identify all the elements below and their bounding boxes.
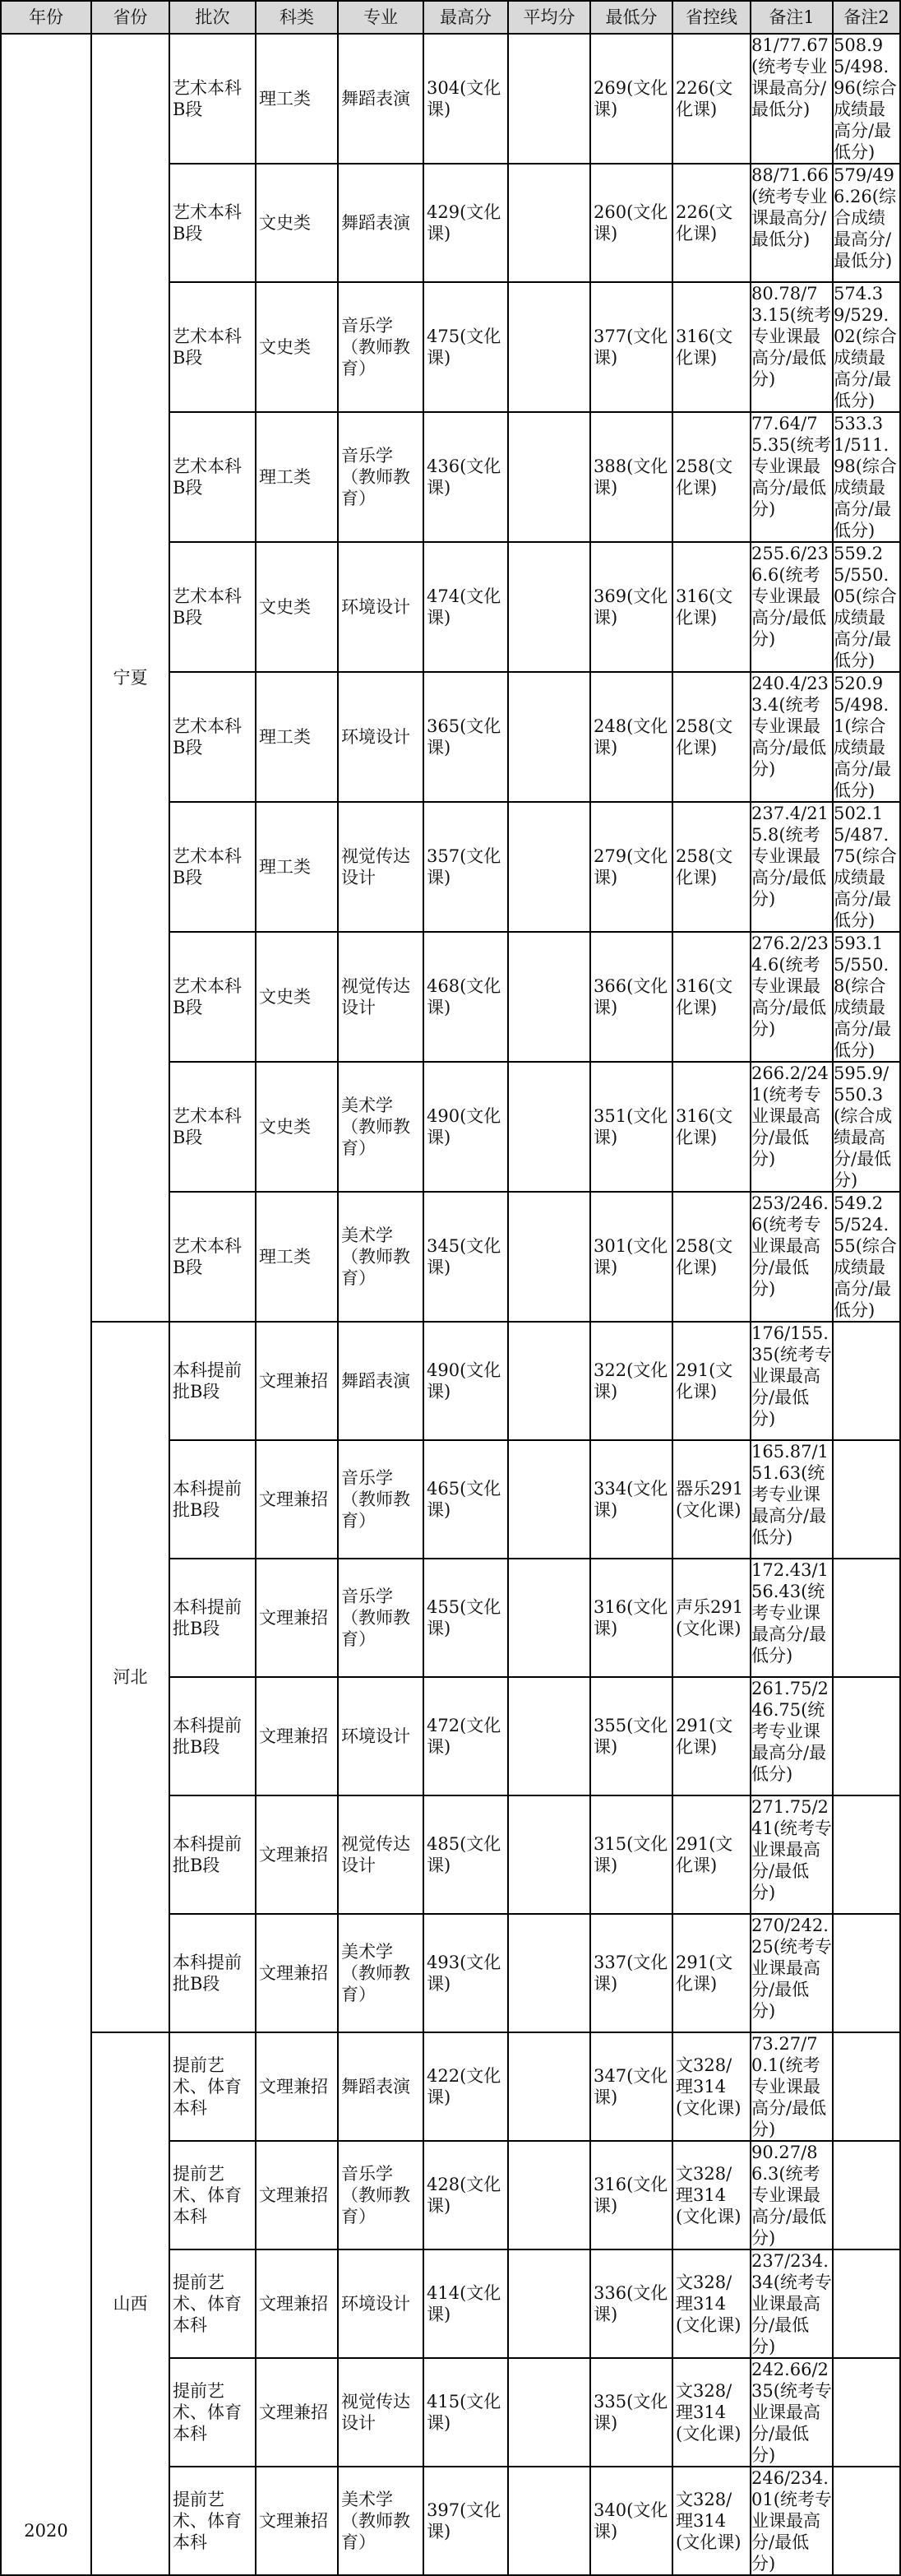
column-header: 年份 [1,1,91,34]
major-cell: 美术学（教师教育） [338,1192,423,1322]
max-score-cell: 436(文化课) [423,412,508,542]
batch-cell: 艺术本科B段 [169,542,256,672]
control-line-cell: 316(文化课) [672,1062,751,1192]
min-score-cell: 366(文化课) [590,932,672,1062]
max-score-cell: 397(文化课) [423,2467,508,2575]
batch-cell: 本科提前批B段 [169,1677,256,1795]
column-header: 省份 [91,1,169,34]
province-cell: 宁夏 [91,34,169,1322]
batch-cell: 本科提前批B段 [169,1559,256,1677]
min-score-cell: 369(文化课) [590,542,672,672]
min-score-cell: 347(文化课) [590,2032,672,2141]
category-cell: 文理兼招 [256,1795,338,1914]
note1-cell: 80.78/73.15(统考专业课最高分/最低分) [751,282,833,412]
major-cell: 环境设计 [338,1677,423,1795]
max-score-cell: 357(文化课) [423,802,508,932]
control-line-cell: 316(文化课) [672,542,751,672]
note2-cell [833,2358,900,2467]
control-line-cell: 226(文化课) [672,164,751,282]
min-score-cell: 260(文化课) [590,164,672,282]
major-cell: 音乐学（教师教育） [338,282,423,412]
avg-score-cell [508,164,590,282]
min-score-cell: 322(文化课) [590,1322,672,1440]
control-line-cell: 文328/理314(文化课) [672,2358,751,2467]
table-body [1,34,900,2575]
note1-cell: 271.75/241(统考专业课最高分/最低分) [751,1795,833,1914]
max-score-cell: 485(文化课) [423,1795,508,1914]
category-cell: 理工类 [256,412,338,542]
max-score-cell: 422(文化课) [423,2032,508,2141]
batch-cell: 提前艺术、体育本科 [169,2358,256,2467]
column-header: 科类 [256,1,338,34]
category-cell: 文史类 [256,164,338,282]
note2-cell [833,1795,900,1914]
note1-cell: 240.4/233.4(统考专业课最高分/最低分) [751,672,833,802]
min-score-cell: 334(文化课) [590,1440,672,1559]
min-score-cell: 355(文化课) [590,1677,672,1795]
province-cell: 河北 [91,1322,169,2032]
max-score-cell: 415(文化课) [423,2358,508,2467]
control-line-cell: 258(文化课) [672,672,751,802]
major-cell: 美术学（教师教育） [338,1914,423,2032]
batch-cell: 艺术本科B段 [169,282,256,412]
avg-score-cell [508,2032,590,2141]
avg-score-cell [508,672,590,802]
note2-cell [833,1914,900,2032]
column-header: 最低分 [590,1,672,34]
note2-cell: 574.39/529.02(综合成绩最高分/最低分) [833,282,900,412]
max-score-cell: 475(文化课) [423,282,508,412]
control-line-cell: 316(文化课) [672,932,751,1062]
note2-cell [833,2032,900,2141]
avg-score-cell [508,1677,590,1795]
category-cell: 文理兼招 [256,2358,338,2467]
column-header: 批次 [169,1,256,34]
note1-cell: 165.87/151.63(统考专业课最高分/最低分) [751,1440,833,1559]
category-cell: 理工类 [256,34,338,164]
control-line-cell: 316(文化课) [672,282,751,412]
major-cell: 环境设计 [338,2249,423,2358]
category-cell: 文理兼招 [256,2032,338,2141]
avg-score-cell [508,542,590,672]
max-score-cell: 345(文化课) [423,1192,508,1322]
note1-cell: 242.66/235(统考专业课最高分/最低分) [751,2360,832,2465]
avg-score-cell [508,2467,590,2575]
major-cell: 舞蹈表演 [338,1322,423,1440]
major-cell: 视觉传达设计 [338,932,423,1062]
note2-cell: 508.95/498.96(综合成绩最高分/最低分) [833,34,900,164]
category-cell: 理工类 [256,802,338,932]
avg-score-cell [508,1062,590,1192]
category-cell: 文史类 [256,1062,338,1192]
note1-cell: 276.2/234.6(统考专业课最高分/最低分) [751,932,833,1062]
category-cell: 文理兼招 [256,1322,338,1440]
avg-score-cell [508,2141,590,2249]
min-score-cell: 316(文化课) [590,1559,672,1677]
max-score-cell: 474(文化课) [423,542,508,672]
max-score-cell: 493(文化课) [423,1914,508,2032]
column-header: 备注2 [833,1,900,34]
batch-cell: 提前艺术、体育本科 [169,2141,256,2249]
note2-cell: 595.9/550.3(综合成绩最高分/最低分) [833,1062,900,1192]
avg-score-cell [508,1440,590,1559]
category-cell: 文理兼招 [256,1677,338,1795]
note1-cell: 90.27/86.3(统考专业课最高分/最低分) [751,2141,833,2249]
control-line-cell: 291(文化课) [672,1914,751,2032]
max-score-cell: 414(文化课) [423,2249,508,2358]
max-score-cell: 428(文化课) [423,2141,508,2249]
major-cell: 音乐学（教师教育） [338,1440,423,1559]
max-score-cell: 490(文化课) [423,1322,508,1440]
note2-cell: 502.15/487.75(综合成绩最高分/最低分) [833,802,900,932]
note1-cell: 172.43/156.43(统考专业课最高分/最低分) [751,1559,833,1677]
note2-cell [833,2249,900,2358]
control-line-cell: 258(文化课) [672,412,751,542]
category-cell: 理工类 [256,1192,338,1322]
header-row [1,1,900,34]
max-score-cell: 455(文化课) [423,1559,508,1677]
note2-cell: 593.15/550.8(综合成绩最高分/最低分) [833,932,900,1062]
avg-score-cell [508,2358,590,2467]
control-line-cell: 声乐291(文化课) [672,1559,751,1677]
max-score-cell: 429(文化课) [423,164,508,282]
min-score-cell: 336(文化课) [590,2249,672,2358]
min-score-cell: 279(文化课) [590,802,672,932]
major-cell: 音乐学（教师教育） [338,2141,423,2249]
batch-cell: 提前艺术、体育本科 [169,2467,256,2575]
min-score-cell: 388(文化课) [590,412,672,542]
batch-cell: 艺术本科B段 [169,932,256,1062]
max-score-cell: 465(文化课) [423,1440,508,1559]
major-cell: 环境设计 [338,542,423,672]
avg-score-cell [508,1192,590,1322]
batch-cell: 艺术本科B段 [169,1062,256,1192]
note2-cell: 533.31/511.98(综合成绩最高分/最低分) [833,412,900,542]
note2-cell: 579/496.26(综合成绩最高分/最低分) [833,164,900,282]
min-score-cell: 315(文化课) [590,1795,672,1914]
column-header: 专业 [338,1,423,34]
batch-cell: 本科提前批B段 [169,1795,256,1914]
batch-cell: 艺术本科B段 [169,1192,256,1322]
note1-cell: 88/71.66(统考专业课最高分/最低分) [751,164,833,282]
category-cell: 文理兼招 [256,2467,338,2575]
category-cell: 文理兼招 [256,1440,338,1559]
category-cell: 文史类 [256,932,338,1062]
control-line-cell: 291(文化课) [672,1795,751,1914]
avg-score-cell [508,34,590,164]
min-score-cell: 337(文化课) [590,1914,672,2032]
note1-cell: 77.64/75.35(统考专业课最高分/最低分) [751,412,833,542]
batch-cell: 艺术本科B段 [169,802,256,932]
avg-score-cell [508,1559,590,1677]
table-row [1,34,900,164]
note1-cell: 73.27/70.1(统考专业课最高分/最低分) [751,2032,833,2141]
min-score-cell: 340(文化课) [590,2467,672,2575]
max-score-cell: 468(文化课) [423,932,508,1062]
batch-cell: 本科提前批B段 [169,1440,256,1559]
max-score-cell: 304(文化课) [423,34,508,164]
control-line-cell: 226(文化课) [672,34,751,164]
note1-cell: 270/242.25(统考专业课最高分/最低分) [751,1914,833,2032]
column-header: 备注1 [751,1,833,34]
control-line-cell: 文328/理314(文化课) [672,2141,751,2249]
batch-cell: 本科提前批B段 [169,1914,256,2032]
major-cell: 环境设计 [338,672,423,802]
avg-score-cell [508,932,590,1062]
control-line-cell: 291(文化课) [672,1322,751,1440]
note1-cell: 176/155.35(统考专业课最高分/最低分) [751,1322,833,1440]
note1-cell: 255.6/236.6(统考专业课最高分/最低分) [751,542,833,672]
column-header: 省控线 [672,1,751,34]
category-cell: 文史类 [256,282,338,412]
column-header: 平均分 [508,1,590,34]
category-cell: 文理兼招 [256,1914,338,2032]
major-cell: 视觉传达设计 [338,2358,423,2467]
note2-cell [833,1559,900,1677]
min-score-cell: 248(文化课) [590,672,672,802]
major-cell: 视觉传达设计 [338,802,423,932]
note2-cell: 559.25/550.05(综合成绩最高分/最低分) [833,542,900,672]
avg-score-cell [508,802,590,932]
avg-score-cell [508,1795,590,1914]
note1-cell: 253/246.6(统考专业课最高分/最低分) [751,1192,833,1322]
batch-cell: 艺术本科B段 [169,412,256,542]
avg-score-cell [508,412,590,542]
major-cell: 音乐学（教师教育） [338,412,423,542]
major-cell: 视觉传达设计 [338,1795,423,1914]
category-cell: 理工类 [256,672,338,802]
note1-cell: 246/234.01(统考专业课最高分/最低分) [751,2468,832,2574]
category-cell: 文理兼招 [256,2141,338,2249]
note1-cell: 266.2/241(统考专业课最高分/最低分) [751,1062,833,1192]
min-score-cell: 316(文化课) [590,2141,672,2249]
note2-cell [833,1440,900,1559]
major-cell: 舞蹈表演 [338,2032,423,2141]
min-score-cell: 351(文化课) [590,1062,672,1192]
control-line-cell: 291(文化课) [672,1677,751,1795]
batch-cell: 艺术本科B段 [169,164,256,282]
min-score-cell: 335(文化课) [590,2358,672,2467]
province-cell: 山西 [91,2032,169,2575]
column-header: 最高分 [423,1,508,34]
control-line-cell: 258(文化课) [672,802,751,932]
year-cell: 2020 [1,34,91,2575]
batch-cell: 艺术本科B段 [169,34,256,164]
min-score-cell: 269(文化课) [590,34,672,164]
control-line-cell: 器乐291(文化课) [672,1440,751,1559]
note2-cell [833,2467,900,2575]
major-cell: 舞蹈表演 [338,164,423,282]
batch-cell: 本科提前批B段 [169,1322,256,1440]
note2-cell [833,1322,900,1440]
table-row [1,2032,900,2141]
category-cell: 文理兼招 [256,1559,338,1677]
table-row [1,1322,900,1440]
major-cell: 美术学（教师教育） [338,2467,423,2575]
major-cell: 舞蹈表演 [338,34,423,164]
note2-cell: 520.95/498.1(综合成绩最高分/最低分) [833,672,900,802]
max-score-cell: 472(文化课) [423,1677,508,1795]
max-score-cell: 365(文化课) [423,672,508,802]
max-score-cell: 490(文化课) [423,1062,508,1192]
major-cell: 美术学（教师教育） [338,1062,423,1192]
control-line-cell: 文328/理314(文化课) [672,2249,751,2358]
note1-cell: 237/234.34(统考专业课最高分/最低分) [751,2251,832,2356]
major-cell: 音乐学（教师教育） [338,1559,423,1677]
note1-cell: 237.4/215.8(统考专业课最高分/最低分) [751,802,833,932]
min-score-cell: 301(文化课) [590,1192,672,1322]
note1-cell: 261.75/246.75(统考专业课最高分/最低分) [751,1677,833,1795]
batch-cell: 提前艺术、体育本科 [169,2249,256,2358]
note2-cell: 549.25/524.55(综合成绩最高分/最低分) [833,1192,900,1322]
note2-cell [833,2141,900,2249]
control-line-cell: 文328/理314(文化课) [672,2032,751,2141]
avg-score-cell [508,1914,590,2032]
min-score-cell: 377(文化课) [590,282,672,412]
category-cell: 文史类 [256,542,338,672]
batch-cell: 提前艺术、体育本科 [169,2032,256,2141]
note1-cell: 81/77.67(统考专业课最高分/最低分) [751,34,833,164]
avg-score-cell [508,1322,590,1440]
note2-cell [833,1677,900,1795]
control-line-cell: 258(文化课) [672,1192,751,1322]
batch-cell: 艺术本科B段 [169,672,256,802]
category-cell: 文理兼招 [256,2249,338,2358]
control-line-cell: 文328/理314(文化课) [672,2467,751,2575]
avg-score-cell [508,282,590,412]
avg-score-cell [508,2249,590,2358]
